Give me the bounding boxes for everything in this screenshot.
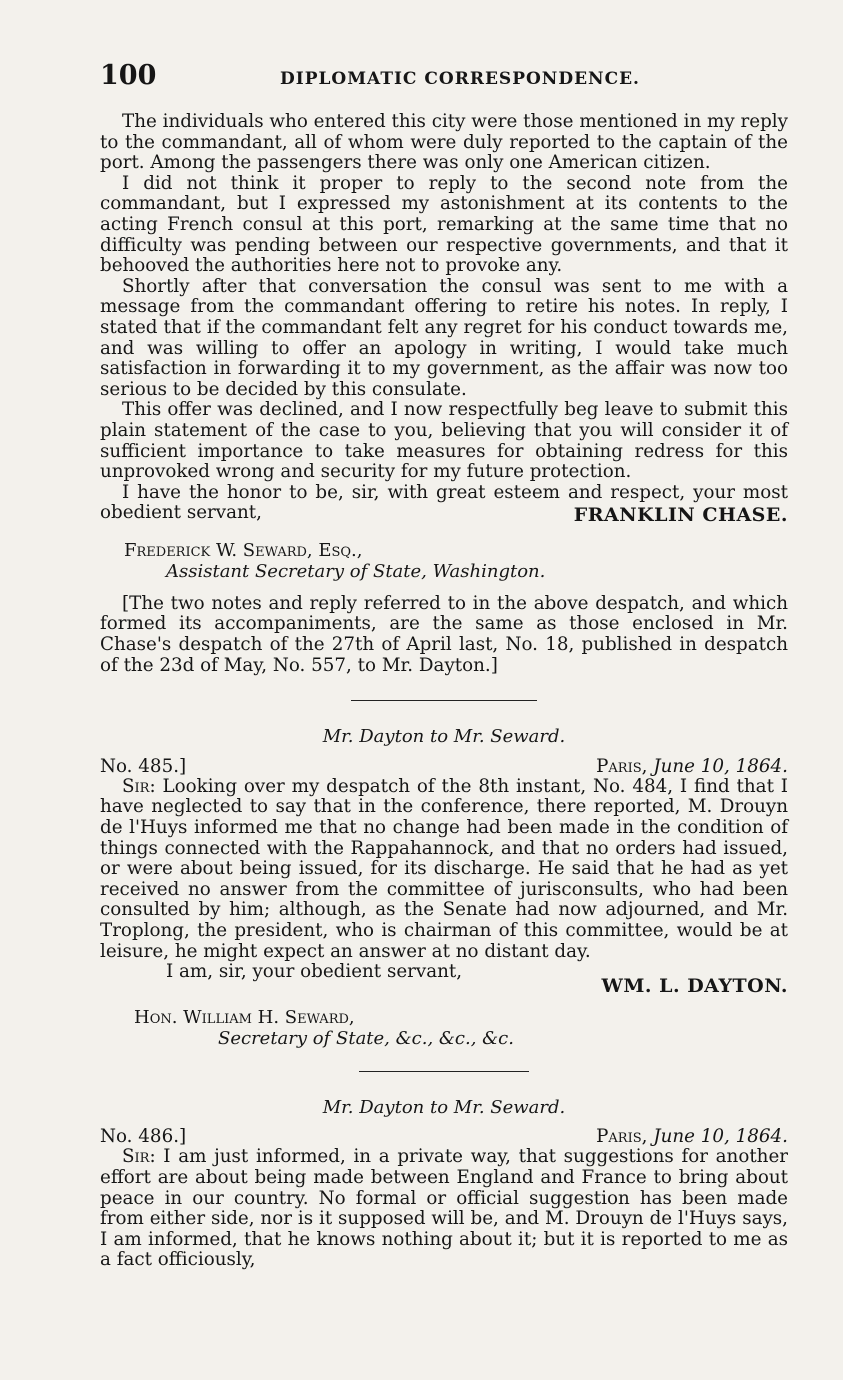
place-date: Paris, June 10, 1864.: [596, 755, 788, 777]
letter-heading: Mr. Dayton to Mr. Seward.: [322, 726, 566, 748]
letter-chase: [100, 112, 788, 676]
editorial-note: [The two notes and reply referred to in the above despatch, and which formed its accompaniments, are the same as those enclosed in Mr. Chase's despatch of the 27th of April last, No. 18, published in despatch of the 23d of May, No. 557, to Mr. Dayton.]: [100, 592, 788, 676]
addressee-title: Assistant Secretary of State, Washington.: [166, 560, 546, 582]
running-head: DIPLOMATIC CORRESPONDENCE.: [280, 69, 640, 89]
signature: FRANKLIN CHASE.: [573, 503, 788, 526]
addressee-name: Frederick W. Seward, Esq.,: [124, 539, 363, 561]
letter-body: Sir: I am just informed, in a private way, that suggestions for another effort are about being made between England and France to bring about peace in our country. No formal or official suggestion has been made from either side, nor is it supposed will be, and M. Drouyn de l'Huys says, I am informed, that he knows nothing about it; but it is reported to me as a fact officiously,: [100, 1146, 789, 1271]
page-header: [100, 60, 788, 100]
page-number: 100: [100, 60, 157, 91]
letter-dayton-486: [100, 1098, 788, 1271]
despatch-number: No. 485.]: [100, 755, 187, 777]
addressee-title: Secretary of State, &c., &c., &c.: [218, 1027, 514, 1049]
closing: I am, sir, your obedient servant,: [166, 961, 463, 983]
dateline: [100, 756, 788, 777]
paragraph: This offer was declined, and I now respectfully beg leave to submit this plain statement of the case to you, believing that you will consider it of sufficient importance to take measures for obtaining redress for this unprovoked wrong and security for my future protection.: [100, 399, 788, 483]
letter-dayton-485: [100, 727, 788, 1049]
letter-body: Sir: Looking over my despatch of the 8th instant, No. 484, I find that I have neglected to say that in the conference, there reported, M. Drouyn de l'Huys informed me that no change had been made in the condition of things connected with the Rappahannock, and that no orders had issued, or were about being issued, for its discharge. He said that he had as yet received no answer from the committee of jurisconsults, who had been consulted by him; although, as the Senate had now adjourned, and Mr. Troplong, the president, who is chairman of this committee, would be at leisure, he might expect an answer at no distant day.: [100, 775, 788, 962]
closing: I have the honor to be, sir, with great esteem and respect, your most obedient servant,: [100, 481, 788, 524]
dateline: [100, 1126, 788, 1147]
paragraph: The individuals who entered this city were those mentioned in my reply to the commandant, all of whom were duly reported to the captain of the port. Among the passengers there was only one American citizen.: [100, 111, 788, 174]
paragraph: Shortly after that conversation the consul was sent to me with a message from the commandant offering to retire his notes. In reply, I stated that if the commandant felt any regret for his conduct towards me, and was willing to offer an apology in writing, I would take much satisfaction in forwarding it to my government, as the affair was now too serious to be decided by this consulate.: [100, 275, 788, 400]
signature: WM. L. DAYTON.: [601, 974, 788, 997]
place-date: Paris, June 10, 1864.: [596, 1126, 788, 1148]
paragraph: I did not think it proper to reply to the second note from the commandant, but I expressed my astonishment at its contents to the acting French consul at this port, remarking at the same time that no difficulty was pending between our respective governments, and that it behooved the authorities here not to provoke any.: [100, 172, 788, 277]
addressee-name: Hon. William H. Seward,: [134, 1006, 355, 1028]
letter-heading: Mr. Dayton to Mr. Seward.: [322, 1096, 566, 1118]
despatch-number: No. 486.]: [100, 1126, 187, 1148]
